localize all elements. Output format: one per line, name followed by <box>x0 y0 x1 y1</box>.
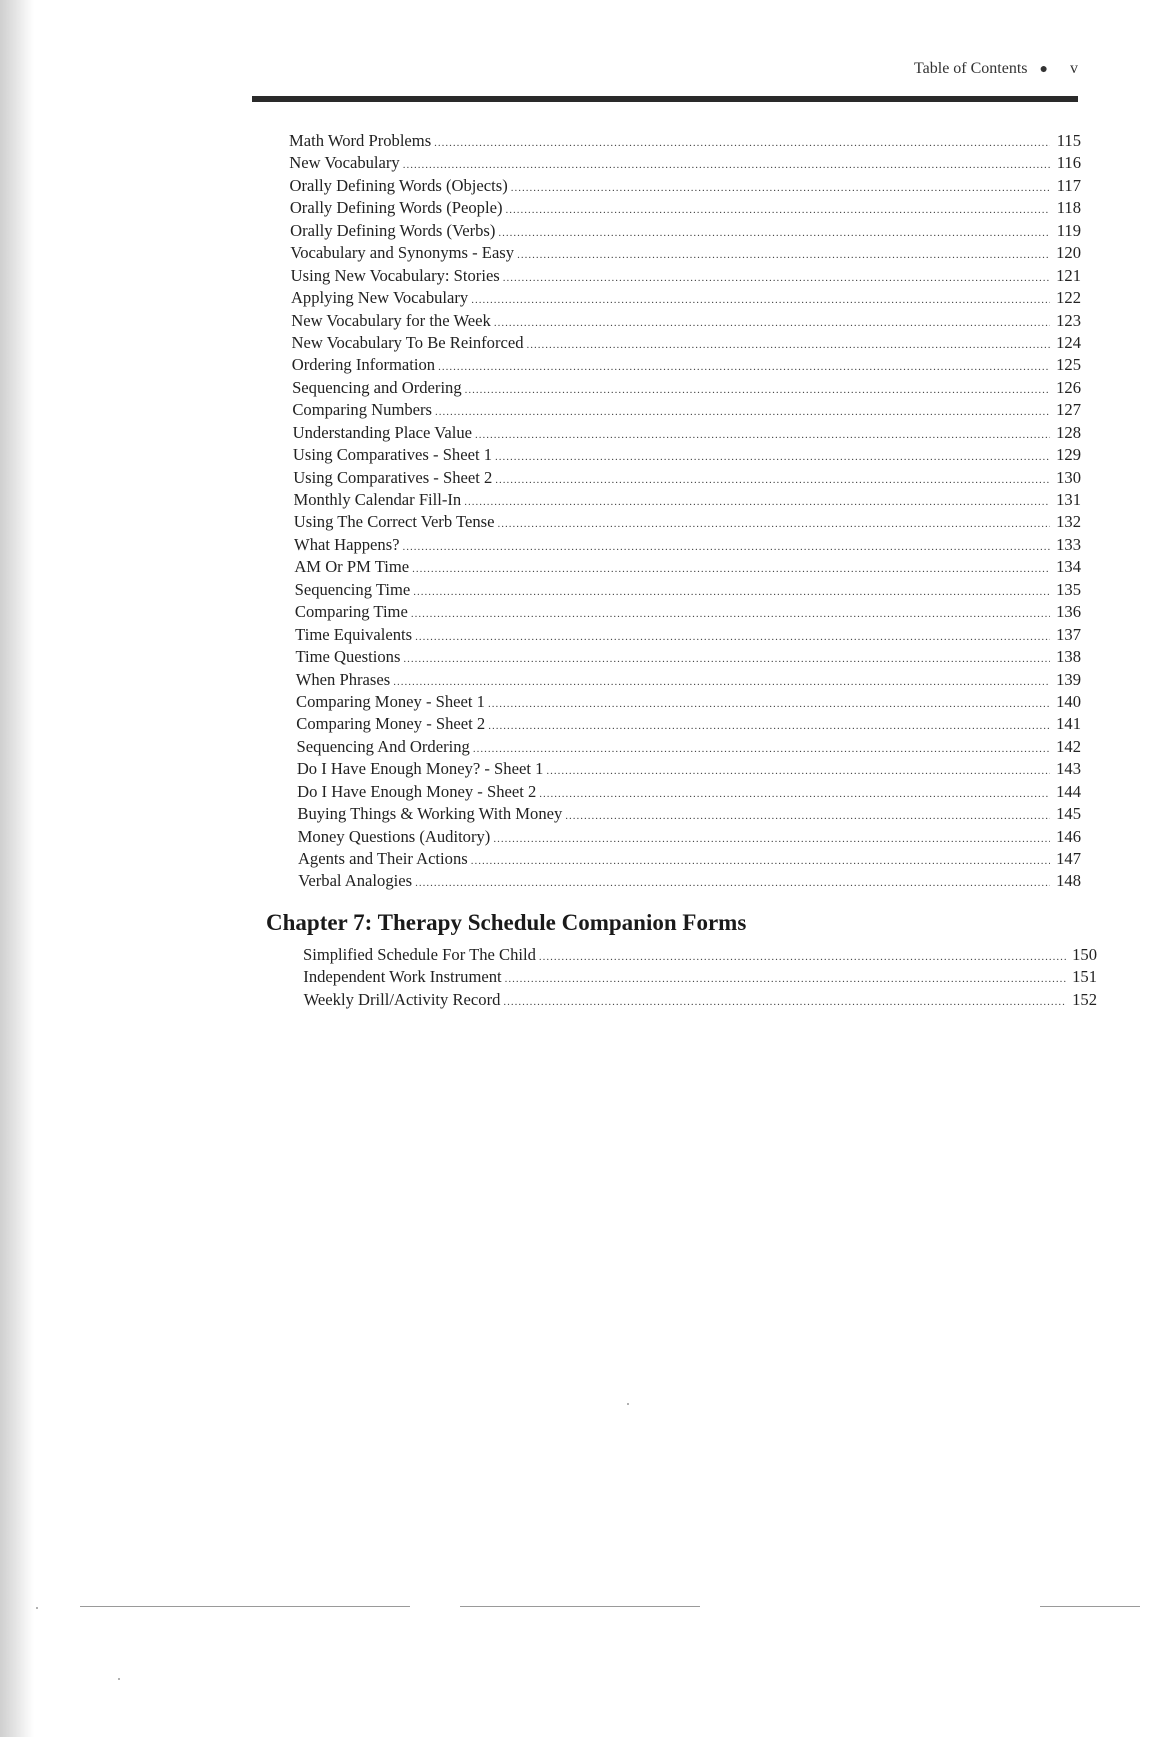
toc-entry <box>293 467 1081 489</box>
running-head-title: Table of Contents <box>914 60 1028 77</box>
toc-entry-title: What Happens? <box>294 534 400 554</box>
toc-entry-page: 129 <box>1056 445 1081 465</box>
toc-entry-page: 119 <box>1056 220 1081 240</box>
scan-mark-rule <box>1040 1606 1140 1607</box>
toc-entry <box>304 989 1097 1011</box>
toc-entry-page: 140 <box>1056 691 1081 711</box>
toc-entry-title: Vocabulary and Synonyms - Easy <box>290 243 515 263</box>
dot-leader <box>517 244 1050 266</box>
toc-entry-page: 146 <box>1056 826 1081 846</box>
scan-speck <box>627 1403 629 1405</box>
dot-leader <box>415 872 1050 894</box>
toc-entry-page: 144 <box>1056 781 1081 801</box>
toc-entry-title: Comparing Time <box>294 602 408 622</box>
toc-entry <box>298 826 1081 848</box>
toc-entry <box>297 736 1081 758</box>
dot-leader <box>511 177 1050 199</box>
toc-entry <box>295 601 1081 623</box>
toc-entry <box>298 870 1081 892</box>
toc-entry <box>290 242 1081 264</box>
toc-entry-title: Math Word Problems <box>289 131 432 150</box>
toc-entry-title: Orally Defining Words (Objects) <box>289 175 508 195</box>
toc-entry-page: 132 <box>1056 512 1081 532</box>
chapter-toc-list <box>303 944 1097 1011</box>
toc-entry-title: Do I Have Enough Money? - Sheet 1 <box>296 759 544 779</box>
toc-entry-page: 124 <box>1056 332 1081 352</box>
toc-entry-page: 126 <box>1056 377 1081 397</box>
dot-leader <box>473 738 1050 760</box>
toc-entry <box>292 399 1081 421</box>
toc-entry-page: 138 <box>1056 647 1081 667</box>
toc-entry-title: Sequencing Time <box>294 579 411 599</box>
toc-entry-page: 127 <box>1056 400 1081 420</box>
dot-leader <box>505 199 1050 221</box>
toc-entry <box>297 803 1081 825</box>
toc-entry-title: When Phrases <box>295 669 391 689</box>
toc-entry <box>296 691 1081 713</box>
toc-entry-title: AM Or PM Time <box>294 557 410 577</box>
toc-entry-title: Weekly Drill/Activity Record <box>303 989 501 1009</box>
toc-entry-title: New Vocabulary To Be Reinforced <box>291 332 524 352</box>
dot-leader <box>495 469 1050 491</box>
chapter-heading: Chapter 7: Therapy Schedule Companion Forms <box>266 910 747 935</box>
toc-entry-page: 123 <box>1056 310 1081 330</box>
toc-entry <box>295 646 1081 668</box>
dot-leader <box>434 132 1050 154</box>
toc-entry <box>290 175 1081 197</box>
toc-entry-title: Comparing Money - Sheet 2 <box>296 714 486 734</box>
toc-entry <box>292 332 1081 354</box>
toc-entry-title: Verbal Analogies <box>298 871 413 891</box>
toc-entry-title: Applying New Vocabulary <box>290 288 469 308</box>
dot-leader <box>403 648 1050 670</box>
toc-entry-page: 133 <box>1056 534 1081 554</box>
toc-entry-title: Time Equivalents <box>295 624 413 644</box>
bullet-icon: ● <box>1039 62 1048 77</box>
toc-entry-title: Simplified Schedule For The Child <box>303 945 536 964</box>
toc-entry <box>303 966 1097 988</box>
toc-entry-page: 150 <box>1072 945 1097 964</box>
dot-leader <box>488 693 1050 715</box>
dot-leader <box>471 850 1050 872</box>
toc-entry <box>303 944 1097 966</box>
toc-entry-title: Buying Things & Working With Money <box>297 804 563 824</box>
toc-entry-page: 128 <box>1056 422 1081 442</box>
toc-entry-title: Sequencing And Ordering <box>296 736 470 756</box>
toc-entry-page: 122 <box>1056 288 1081 308</box>
dot-leader <box>503 267 1050 289</box>
toc-entry-title: Using The Correct Verb Tense <box>293 512 495 532</box>
dot-leader <box>435 401 1050 423</box>
toc-entry-page: 130 <box>1056 467 1081 487</box>
toc-entry <box>293 489 1081 511</box>
dot-leader <box>412 558 1050 580</box>
toc-entry-title: Agents and Their Actions <box>297 849 468 868</box>
dot-leader <box>494 312 1050 334</box>
toc-entry <box>295 579 1081 601</box>
dot-leader <box>495 446 1050 468</box>
toc-entry-title: Money Questions (Auditory) <box>297 826 491 846</box>
toc-entry-title: Ordering Information <box>291 355 436 375</box>
toc-entry-page: 148 <box>1056 871 1081 891</box>
toc-entry <box>293 444 1081 466</box>
page-numeral: v <box>1070 60 1078 77</box>
toc-entry-page: 135 <box>1056 579 1081 599</box>
toc-entry-page: 151 <box>1072 967 1097 987</box>
scan-edge-shadow <box>0 0 34 1737</box>
dot-leader <box>503 991 1066 1013</box>
toc-entry-page: 115 <box>1056 131 1081 150</box>
dot-leader <box>465 379 1050 401</box>
toc-entry-title: New Vocabulary for the Week <box>291 310 491 330</box>
toc-entry <box>294 534 1081 556</box>
toc-entry <box>297 781 1081 803</box>
toc-entry <box>294 556 1081 578</box>
toc-entry-title: Do I Have Enough Money - Sheet 2 <box>297 781 537 801</box>
toc-entry <box>293 422 1081 444</box>
toc-entry <box>298 848 1081 870</box>
dot-leader <box>464 491 1050 513</box>
toc-entry-page: 116 <box>1056 153 1081 173</box>
toc-entry <box>289 130 1081 152</box>
toc-entry-title: Monthly Calendar Fill-In <box>293 490 462 509</box>
dot-leader <box>411 603 1050 625</box>
toc-entry <box>291 310 1081 332</box>
dot-leader <box>539 783 1050 805</box>
toc-entry-page: 117 <box>1056 175 1081 195</box>
toc-entry-title: Comparing Numbers <box>292 400 433 420</box>
dot-leader <box>393 671 1050 693</box>
toc-entry <box>289 152 1081 174</box>
dot-leader <box>475 424 1050 446</box>
dot-leader <box>498 222 1050 244</box>
toc-entry-title: Comparing Money - Sheet 1 <box>296 691 485 711</box>
toc-entry-page: 147 <box>1056 849 1081 868</box>
toc-entry <box>296 713 1081 735</box>
dot-leader <box>415 626 1050 648</box>
toc-entry-page: 120 <box>1056 243 1081 263</box>
scan-mark-rule <box>460 1606 700 1607</box>
dot-leader <box>546 760 1050 782</box>
dot-leader <box>403 536 1050 558</box>
toc-entry-page: 142 <box>1056 736 1081 756</box>
toc-entry-page: 125 <box>1056 355 1081 375</box>
dot-leader <box>493 828 1050 850</box>
toc-entry-page: 136 <box>1056 602 1081 622</box>
toc-entry-title: Using Comparatives - Sheet 1 <box>292 445 492 465</box>
toc-entry-page: 143 <box>1056 759 1081 779</box>
toc-entry-page: 137 <box>1056 624 1081 644</box>
dot-leader <box>403 154 1050 176</box>
toc-entry-page: 134 <box>1056 557 1081 577</box>
dot-leader <box>488 715 1050 737</box>
header-rule <box>252 96 1078 102</box>
toc-entry-page: 131 <box>1056 490 1081 509</box>
dot-leader <box>565 805 1050 827</box>
dot-leader <box>539 946 1066 968</box>
toc-entry <box>290 197 1081 219</box>
toc-entry-title: Time Questions <box>295 647 401 667</box>
toc-entry-title: Understanding Place Value <box>292 422 473 442</box>
running-head <box>0 60 1078 78</box>
toc-entry-page: 145 <box>1056 804 1081 824</box>
toc-entry-title: Using New Vocabulary: Stories <box>290 265 500 285</box>
toc-entry-title: Orally Defining Words (People) <box>289 198 503 218</box>
toc-entry-title: Orally Defining Words (Verbs) <box>290 220 496 240</box>
toc-entry-page: 152 <box>1072 989 1097 1009</box>
toc-entry-title: New Vocabulary <box>289 153 400 173</box>
toc-entry-page: 118 <box>1056 198 1081 218</box>
dot-leader <box>438 356 1050 378</box>
dot-leader <box>527 334 1050 356</box>
toc-entry <box>290 220 1081 242</box>
toc-entry <box>291 265 1081 287</box>
toc-entry <box>292 377 1081 399</box>
toc-entry <box>294 511 1081 533</box>
toc-entry-page: 121 <box>1056 265 1081 285</box>
scan-mark-rule <box>80 1606 410 1607</box>
toc-entry <box>291 287 1081 309</box>
toc-entry-page: 141 <box>1056 714 1081 734</box>
toc-entry-title: Independent Work Instrument <box>303 967 502 987</box>
toc-entry-page: 139 <box>1056 669 1081 689</box>
toc-entry <box>297 758 1081 780</box>
scan-speck <box>36 1607 38 1609</box>
scan-speck <box>118 1678 120 1680</box>
toc-entry <box>296 669 1081 691</box>
toc-entry <box>295 624 1081 646</box>
dot-leader <box>505 968 1066 990</box>
dot-leader <box>471 289 1050 311</box>
dot-leader <box>413 581 1050 603</box>
dot-leader <box>497 513 1050 535</box>
toc-entry-title: Sequencing and Ordering <box>292 377 462 397</box>
toc-list <box>289 130 1081 893</box>
toc-entry-title: Using Comparatives - Sheet 2 <box>293 467 493 487</box>
toc-entry <box>292 354 1081 376</box>
